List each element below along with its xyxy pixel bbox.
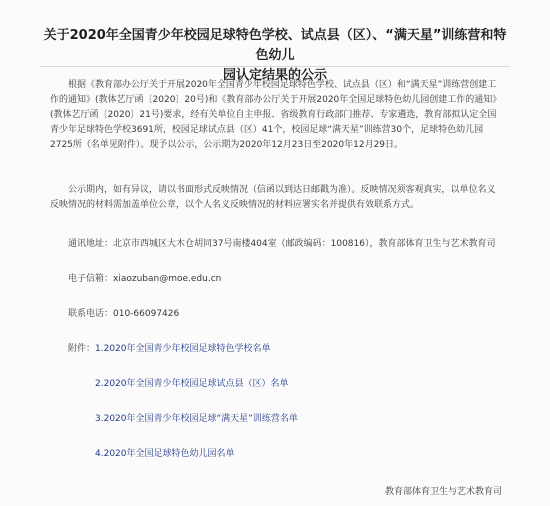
contact-email: 电子信箱：xiaozuban@moe.edu.cn xyxy=(68,274,222,284)
attachment-link-4[interactable]: 4.2020年全国足球特色幼儿园名单 xyxy=(95,449,235,459)
contact-address: 通讯地址：北京市西城区大木仓胡同37号南楼404室（邮政编码：100816），教育部体育卫生与艺术教育司 xyxy=(68,239,496,249)
attachment-link-1[interactable]: 1.2020年全国青少年校园足球特色学校名单 xyxy=(95,344,271,354)
title-divider xyxy=(40,66,510,67)
contact-phone: 联系电话：010-66097426 xyxy=(68,309,180,319)
issuer-signature: 教育部体育卫生与艺术教育司 xyxy=(384,487,502,497)
attachment-link-3[interactable]: 3.2020年全国青少年校园足球“满天星”训练营名单 xyxy=(95,414,298,424)
attachment-link-2[interactable]: 2.2020年全国青少年校园足球试点县（区）名单 xyxy=(95,379,289,389)
title-line-2: 园认定结果的公示 xyxy=(222,68,327,83)
page-title xyxy=(40,26,510,86)
body-paragraph-1: 根据《教育部办公厅关于开展2020年全国青少年校园足球特色学校、试点县（区）和“满天星”训练营创建工作的通知》(教体艺厅函〔2020〕20号)和《教育部办公厅关于开展2020年全国足球特色幼儿园创建工作的通知》(教体艺厅函〔2020〕21号)要求，经有关单位自主申报、省级教育行政部门推荐、专家遴选，教育部拟认定全国青少年足球特色学校3691所，校园足球试点县（区）41个，校园足球“满天星”训练营30个，足球特色幼儿园2725所（名单见附件）。现予以公示，公示期为2020年12月23日至2020年12月29日。 xyxy=(50,80,497,150)
attachments-label: 附件： xyxy=(68,344,96,354)
body-paragraph-2: 公示期内，如有异议，请以书面形式反映情况（信函以到达日邮戳为准）。反映情况须客观真实，以单位名义反映情况的材料需加盖单位公章，以个人名义反映情况的材料应署实名并提供有效联系方式。 xyxy=(50,185,496,210)
title-line-1: 关于2020年全国青少年校园足球特色学校、试点县（区）、“满天星”训练营和特色幼儿 xyxy=(43,28,507,63)
